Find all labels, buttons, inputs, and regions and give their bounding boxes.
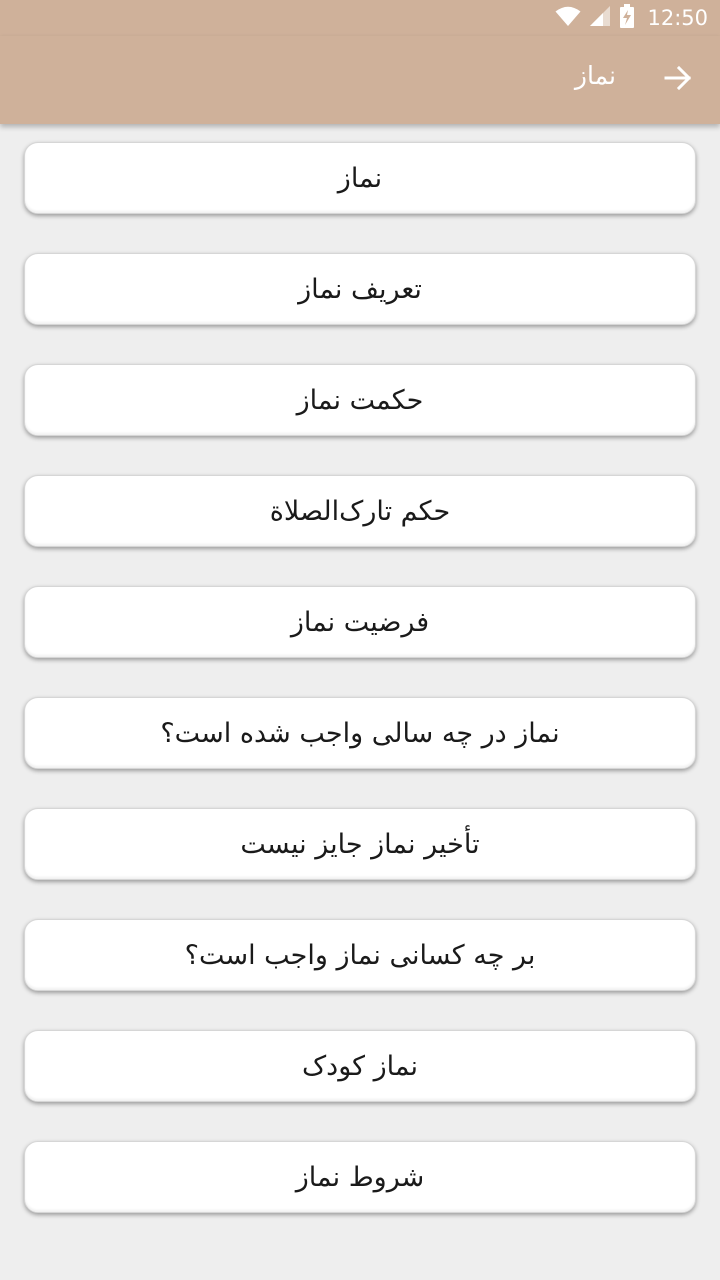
list-item-label: حکمت نماز <box>296 384 424 416</box>
list-item-label: شروط نماز <box>295 1161 425 1193</box>
wifi-icon <box>555 5 581 31</box>
list-item[interactable] <box>24 475 696 547</box>
list-item-label: فرضیت نماز <box>290 606 430 638</box>
list-item-label: بر چه کسانی نماز واجب است؟ <box>184 939 536 971</box>
status-bar <box>0 0 720 36</box>
list-item-label: نماز کودک <box>302 1050 418 1082</box>
list-item-label: حکم تارک‌الصلاة <box>269 495 451 527</box>
status-time: 12:50 <box>647 6 708 30</box>
app-bar <box>0 36 720 124</box>
battery-charging-icon <box>619 4 635 32</box>
arrow-right-icon <box>663 63 693 97</box>
topic-list <box>24 142 696 1252</box>
list-item[interactable] <box>24 142 696 214</box>
list-item[interactable] <box>24 1030 696 1102</box>
list-item-label: تأخیر نماز جایز نیست <box>240 828 480 860</box>
list-item[interactable] <box>24 253 696 325</box>
list-item[interactable] <box>24 919 696 991</box>
list-item[interactable] <box>24 586 696 658</box>
signal-icon <box>589 5 611 31</box>
list-item-label: نماز <box>337 162 383 194</box>
list-item-label: نماز در چه سالی واجب شده است؟ <box>160 717 560 749</box>
list-item[interactable] <box>24 364 696 436</box>
list-item[interactable] <box>24 1141 696 1213</box>
list-item[interactable] <box>24 808 696 880</box>
list-item-label: تعریف نماز <box>298 273 422 305</box>
list-item[interactable] <box>24 697 696 769</box>
page-title: نماز <box>574 61 616 90</box>
status-icons <box>555 0 708 36</box>
back-button[interactable] <box>654 56 702 104</box>
